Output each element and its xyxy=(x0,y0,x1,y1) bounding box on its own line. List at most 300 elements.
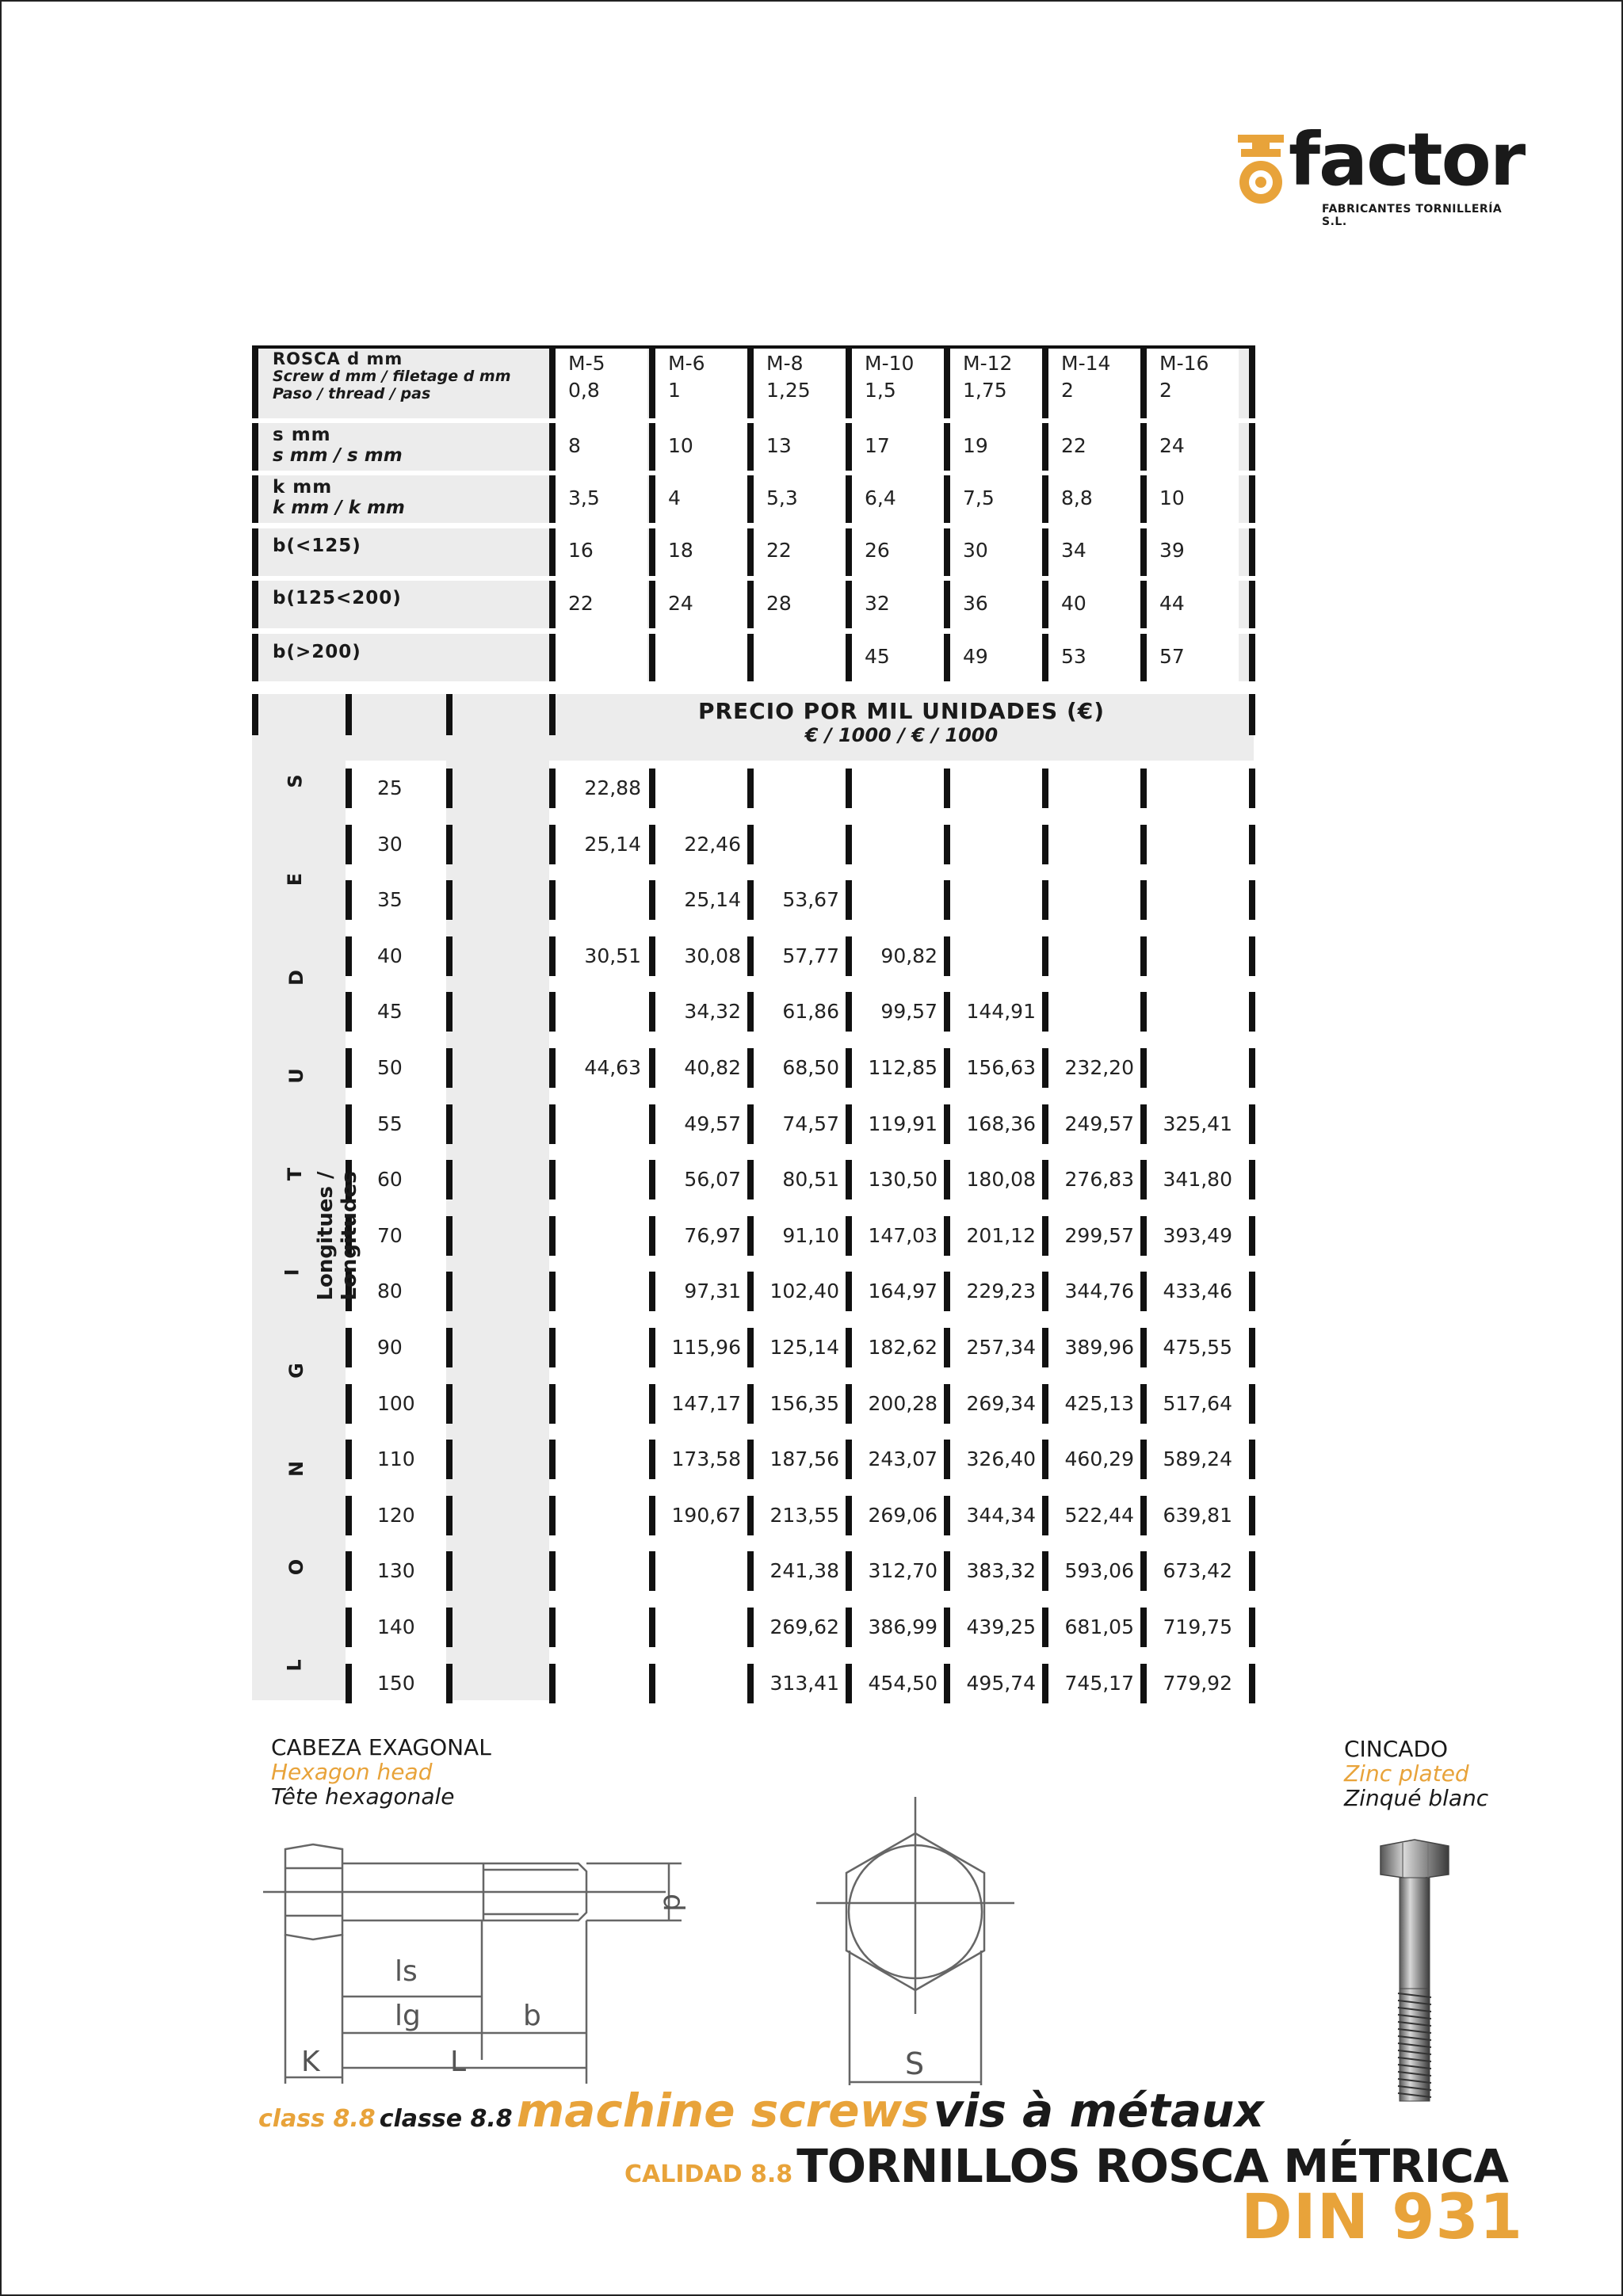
row-divider xyxy=(446,1048,453,1088)
cell-divider xyxy=(1140,423,1147,471)
row-divider xyxy=(446,1440,453,1479)
cell-divider xyxy=(1249,634,1255,681)
spec-cell xyxy=(655,634,747,681)
side-letter: N xyxy=(285,1460,308,1478)
price-value: 130,50 xyxy=(868,1168,938,1191)
cell-divider xyxy=(549,345,556,418)
row-divider xyxy=(747,1216,754,1256)
header-divider xyxy=(1249,694,1255,735)
price-value: 257,34 xyxy=(966,1336,1036,1359)
thread-size: M-10 xyxy=(865,352,915,375)
row-divider xyxy=(346,1664,352,1703)
price-cell xyxy=(556,1272,647,1311)
row-divider xyxy=(346,1496,352,1535)
label-line: s mm xyxy=(273,425,331,445)
length-value: 150 xyxy=(377,1672,415,1695)
price-value: 168,36 xyxy=(966,1112,1036,1135)
row-divider xyxy=(446,1551,453,1591)
row-divider xyxy=(346,936,352,976)
price-cell xyxy=(1048,880,1140,920)
thread-pitch: 1,75 xyxy=(963,379,1007,402)
side-letter: O xyxy=(285,1558,308,1576)
row-divider xyxy=(1249,1272,1255,1311)
price-cell xyxy=(655,1664,747,1703)
row-divider xyxy=(846,1496,852,1535)
price-value: 147,03 xyxy=(868,1224,938,1247)
row-divider xyxy=(1042,825,1048,864)
row-divider xyxy=(747,880,754,920)
cell-divider xyxy=(747,581,754,628)
price-cell xyxy=(1147,769,1239,808)
price-value: 164,97 xyxy=(868,1280,938,1302)
length-value: 90 xyxy=(377,1336,403,1359)
price-value: 745,17 xyxy=(1064,1672,1134,1695)
length-value: 110 xyxy=(377,1447,415,1470)
row-divider xyxy=(846,1272,852,1311)
row-divider xyxy=(944,1440,950,1479)
row-divider xyxy=(1140,936,1147,976)
price-value: 173,58 xyxy=(671,1447,741,1470)
side-letter: I xyxy=(281,1268,304,1276)
cell-divider xyxy=(846,423,852,471)
spec-value-b2: 32 xyxy=(865,592,890,615)
logo-bolt-icon xyxy=(1236,133,1285,212)
cell-divider xyxy=(944,581,950,628)
bolt-side-drawing xyxy=(254,1822,697,2092)
row-divider xyxy=(549,825,556,864)
spec-value-b1: 18 xyxy=(668,539,693,562)
spec-label-b3: b(>200) xyxy=(273,642,361,662)
spec-label-b1: b(<125) xyxy=(273,536,361,556)
row-divider xyxy=(1042,1664,1048,1703)
row-divider xyxy=(944,1384,950,1424)
row-divider xyxy=(549,769,556,808)
spec-value-s: 22 xyxy=(1061,434,1086,457)
price-cell xyxy=(1048,769,1140,808)
price-cell xyxy=(1147,936,1239,976)
row-divider xyxy=(1140,1160,1147,1199)
price-cell xyxy=(852,769,944,808)
row-divider xyxy=(846,1440,852,1479)
price-value: 68,50 xyxy=(782,1056,839,1079)
price-value: 433,46 xyxy=(1163,1280,1232,1302)
row-divider xyxy=(346,1440,352,1479)
row-divider xyxy=(846,880,852,920)
row-divider xyxy=(446,1608,453,1647)
spec-value-b3: 49 xyxy=(963,645,988,668)
row-divider xyxy=(649,1048,655,1088)
row-divider xyxy=(846,936,852,976)
side-letter: T xyxy=(284,1167,307,1181)
row-divider xyxy=(846,1160,852,1199)
thread-size: M-12 xyxy=(963,352,1013,375)
spec-cell xyxy=(754,634,846,681)
price-cell xyxy=(556,1551,647,1591)
spec-value-k: 6,4 xyxy=(865,486,896,509)
dim-label-k: K xyxy=(301,2046,320,2078)
side-letter: L xyxy=(283,1659,306,1672)
price-cell xyxy=(1048,825,1140,864)
spec-top-rule xyxy=(252,345,1254,349)
length-value: 130 xyxy=(377,1559,415,1582)
cell-divider xyxy=(649,475,655,523)
cell-divider xyxy=(747,475,754,523)
spec-value-s: 13 xyxy=(766,434,792,457)
cell-divider xyxy=(944,634,950,681)
row-divider xyxy=(1042,1608,1048,1647)
finish-caption-es: CINCADO xyxy=(1344,1736,1449,1762)
price-value: 144,91 xyxy=(966,1000,1036,1023)
title-en: machine screws xyxy=(516,2084,930,2138)
row-divider xyxy=(649,1496,655,1535)
row-divider xyxy=(944,1048,950,1088)
price-value: 156,63 xyxy=(966,1056,1036,1079)
cell-divider xyxy=(747,423,754,471)
cell-divider xyxy=(549,634,556,681)
head-caption-en: Hexagon head xyxy=(271,1759,433,1785)
length-value: 120 xyxy=(377,1504,415,1527)
row-divider xyxy=(944,992,950,1032)
label-line: ROSCA d mm xyxy=(273,349,403,368)
label-line: Paso / thread / pas xyxy=(273,385,431,402)
spec-value-b1: 34 xyxy=(1061,539,1086,562)
row-divider xyxy=(1042,1048,1048,1088)
price-value: 112,85 xyxy=(868,1056,938,1079)
price-value: 76,97 xyxy=(684,1224,741,1247)
row-divider xyxy=(846,1104,852,1144)
spec-value-s: 24 xyxy=(1159,434,1185,457)
spec-value-s: 17 xyxy=(865,434,890,457)
price-cell xyxy=(556,1328,647,1367)
row-divider xyxy=(1042,1272,1048,1311)
price-value: 91,10 xyxy=(782,1224,839,1247)
spec-value-b2: 40 xyxy=(1061,592,1086,615)
row-divider xyxy=(649,992,655,1032)
row-divider xyxy=(346,825,352,864)
row-divider xyxy=(549,1328,556,1367)
row-divider xyxy=(1249,1328,1255,1367)
spec-label-thread xyxy=(273,350,511,402)
price-value: 213,55 xyxy=(769,1504,839,1527)
row-divider xyxy=(1042,1496,1048,1535)
spec-value-b1: 16 xyxy=(568,539,594,562)
spec-label-b2: b(125<200) xyxy=(273,588,402,608)
row-divider xyxy=(747,1608,754,1647)
price-value: 156,35 xyxy=(769,1392,839,1415)
row-divider xyxy=(1249,1160,1255,1199)
header-divider xyxy=(252,694,258,735)
price-value: 495,74 xyxy=(966,1672,1036,1695)
price-cell xyxy=(556,1216,647,1256)
row-divider xyxy=(846,1328,852,1367)
row-divider xyxy=(1249,1440,1255,1479)
row-divider xyxy=(446,992,453,1032)
price-value: 460,29 xyxy=(1064,1447,1134,1470)
row-divider xyxy=(747,769,754,808)
spec-cell xyxy=(556,634,647,681)
price-value: 187,56 xyxy=(769,1447,839,1470)
row-divider xyxy=(944,1608,950,1647)
price-value: 22,46 xyxy=(684,833,741,856)
row-divider xyxy=(649,825,655,864)
row-divider xyxy=(1249,1384,1255,1424)
header-divider xyxy=(446,694,453,735)
price-cell xyxy=(1048,936,1140,976)
price-cell xyxy=(556,992,647,1032)
cell-divider xyxy=(649,634,655,681)
row-divider xyxy=(944,1496,950,1535)
row-divider xyxy=(1249,1104,1255,1144)
header-divider xyxy=(346,694,352,735)
row-divider xyxy=(846,1048,852,1088)
row-divider xyxy=(1042,880,1048,920)
cell-divider xyxy=(252,581,258,628)
thread-size: M-14 xyxy=(1061,352,1111,375)
row-divider xyxy=(346,1384,352,1424)
price-value: 97,31 xyxy=(684,1280,741,1302)
cell-divider xyxy=(1042,475,1048,523)
price-value: 74,57 xyxy=(782,1112,839,1135)
price-value: 269,62 xyxy=(769,1615,839,1638)
row-divider xyxy=(549,1048,556,1088)
row-divider xyxy=(346,1048,352,1088)
row-divider xyxy=(1140,1608,1147,1647)
cell-divider xyxy=(252,634,258,681)
cell-divider xyxy=(944,475,950,523)
price-value: 249,57 xyxy=(1064,1112,1134,1135)
side-letter: D xyxy=(285,970,307,986)
row-divider xyxy=(649,1160,655,1199)
extra-col-bg xyxy=(446,761,549,1700)
thread-pitch: 1,25 xyxy=(766,379,811,402)
logo-subtitle: FABRICANTES TORNILLERÍA S.L. xyxy=(1322,203,1503,228)
row-divider xyxy=(944,1551,950,1591)
row-divider xyxy=(1140,1496,1147,1535)
length-value: 60 xyxy=(377,1168,403,1191)
row-divider xyxy=(1249,936,1255,976)
row-divider xyxy=(549,1216,556,1256)
price-value: 393,49 xyxy=(1163,1224,1232,1247)
cell-divider xyxy=(1140,581,1147,628)
thread-pitch: 2 xyxy=(1159,379,1172,402)
row-divider xyxy=(1140,1328,1147,1367)
row-divider xyxy=(549,1160,556,1199)
finish-caption xyxy=(1344,1737,1488,1810)
dim-label-d: d xyxy=(657,1894,689,1912)
cell-divider xyxy=(549,423,556,471)
row-divider xyxy=(1249,1216,1255,1256)
cell-divider xyxy=(549,475,556,523)
row-divider xyxy=(1140,1384,1147,1424)
row-divider xyxy=(846,825,852,864)
price-value: 439,25 xyxy=(966,1615,1036,1638)
price-cell xyxy=(852,825,944,864)
price-cell xyxy=(556,1160,647,1199)
cell-divider xyxy=(252,423,258,471)
cell-divider xyxy=(1140,475,1147,523)
price-value: 90,82 xyxy=(880,944,938,967)
row-divider xyxy=(1140,1272,1147,1311)
row-divider xyxy=(649,1440,655,1479)
row-divider xyxy=(1249,1551,1255,1591)
length-value: 70 xyxy=(377,1224,403,1247)
row-divider xyxy=(649,1104,655,1144)
cell-divider xyxy=(649,528,655,576)
row-divider xyxy=(446,1664,453,1703)
row-divider xyxy=(549,1384,556,1424)
side-letter: S xyxy=(284,774,307,788)
row-divider xyxy=(1042,936,1048,976)
row-divider xyxy=(649,880,655,920)
row-divider xyxy=(944,1664,950,1703)
row-divider xyxy=(549,1496,556,1535)
row-divider xyxy=(446,825,453,864)
price-value: 200,28 xyxy=(868,1392,938,1415)
length-value: 50 xyxy=(377,1056,403,1079)
row-divider xyxy=(944,936,950,976)
price-value: 593,06 xyxy=(1064,1559,1134,1582)
price-value: 190,67 xyxy=(671,1504,741,1527)
price-value: 344,34 xyxy=(966,1504,1036,1527)
price-value: 40,82 xyxy=(684,1056,741,1079)
row-divider xyxy=(1140,1551,1147,1591)
class-en: class 8.8 xyxy=(258,2105,376,2133)
cell-divider xyxy=(549,581,556,628)
row-divider xyxy=(1249,1664,1255,1703)
cell-divider xyxy=(1249,581,1255,628)
row-divider xyxy=(549,992,556,1032)
length-value: 30 xyxy=(377,833,403,856)
price-value: 49,57 xyxy=(684,1112,741,1135)
row-divider xyxy=(649,1608,655,1647)
row-divider xyxy=(944,1216,950,1256)
cell-divider xyxy=(846,634,852,681)
cell-divider xyxy=(747,634,754,681)
price-cell xyxy=(556,1104,647,1144)
row-divider xyxy=(649,936,655,976)
row-divider xyxy=(1042,992,1048,1032)
row-divider xyxy=(846,769,852,808)
cell-divider xyxy=(1249,528,1255,576)
price-value: 99,57 xyxy=(880,1000,938,1023)
length-value: 100 xyxy=(377,1392,415,1415)
spec-value-s: 8 xyxy=(568,434,581,457)
row-divider xyxy=(1140,1440,1147,1479)
price-value: 119,91 xyxy=(868,1112,938,1135)
cell-divider xyxy=(747,528,754,576)
row-divider xyxy=(1042,1160,1048,1199)
spec-value-b2: 36 xyxy=(963,592,988,615)
price-cell xyxy=(754,825,846,864)
row-divider xyxy=(549,1608,556,1647)
row-divider xyxy=(1140,1104,1147,1144)
row-divider xyxy=(649,1272,655,1311)
side-letter: G xyxy=(285,1363,307,1379)
price-value: 30,51 xyxy=(584,944,641,967)
row-divider xyxy=(944,825,950,864)
price-value: 229,23 xyxy=(966,1280,1036,1302)
row-divider xyxy=(649,1328,655,1367)
price-value: 61,86 xyxy=(782,1000,839,1023)
thread-pitch: 2 xyxy=(1061,379,1074,402)
row-divider xyxy=(549,936,556,976)
price-value: 102,40 xyxy=(769,1280,839,1302)
row-divider xyxy=(649,1384,655,1424)
side-letter: U xyxy=(285,1068,307,1084)
spec-value-b1: 30 xyxy=(963,539,988,562)
row-divider xyxy=(1140,1216,1147,1256)
side-letter: E xyxy=(284,872,307,887)
row-divider xyxy=(747,1104,754,1144)
row-divider xyxy=(944,1104,950,1144)
row-divider xyxy=(1042,1440,1048,1479)
row-divider xyxy=(1249,1496,1255,1535)
dim-label-ls: ls xyxy=(395,1955,418,1988)
price-cell xyxy=(655,1608,747,1647)
price-value: 589,24 xyxy=(1163,1447,1232,1470)
price-cell xyxy=(556,1384,647,1424)
head-caption-es: CABEZA EXAGONAL xyxy=(271,1734,491,1760)
row-divider xyxy=(346,992,352,1032)
cell-divider xyxy=(1042,345,1048,418)
length-value: 55 xyxy=(377,1112,403,1135)
price-cell xyxy=(1147,1048,1239,1088)
price-value: 276,83 xyxy=(1064,1168,1134,1191)
row-divider xyxy=(1042,769,1048,808)
price-value: 389,96 xyxy=(1064,1336,1134,1359)
finish-caption-fr: Zinqué blanc xyxy=(1344,1785,1489,1811)
head-caption-fr: Tête hexagonale xyxy=(271,1783,455,1810)
cell-divider xyxy=(1140,528,1147,576)
price-value: 522,44 xyxy=(1064,1504,1134,1527)
row-divider xyxy=(1042,1551,1048,1591)
side-label-rotated: Longitues / Longitudes xyxy=(314,1171,361,1301)
price-cell xyxy=(556,880,647,920)
row-divider xyxy=(549,880,556,920)
price-value: 383,32 xyxy=(966,1559,1036,1582)
row-divider xyxy=(649,1551,655,1591)
row-divider xyxy=(1249,880,1255,920)
length-value: 45 xyxy=(377,1000,403,1023)
thread-size: M-8 xyxy=(766,352,804,375)
price-cell xyxy=(556,1664,647,1703)
row-divider xyxy=(346,1551,352,1591)
row-divider xyxy=(944,1328,950,1367)
cell-divider xyxy=(1140,634,1147,681)
length-value: 40 xyxy=(377,944,403,967)
spec-table xyxy=(252,345,1254,686)
price-value: 269,06 xyxy=(868,1504,938,1527)
price-cell xyxy=(950,825,1042,864)
row-divider xyxy=(944,1160,950,1199)
spec-value-b1: 26 xyxy=(865,539,890,562)
label-line: s mm / s mm xyxy=(273,445,403,466)
cell-divider xyxy=(649,581,655,628)
price-value: 80,51 xyxy=(782,1168,839,1191)
row-divider xyxy=(446,769,453,808)
logo-wordmark: factor xyxy=(1289,117,1525,202)
price-value: 57,77 xyxy=(782,944,839,967)
row-divider xyxy=(846,1551,852,1591)
price-value: 25,14 xyxy=(584,833,641,856)
cell-divider xyxy=(1249,475,1255,523)
row-divider xyxy=(747,1328,754,1367)
row-divider xyxy=(446,1384,453,1424)
price-value: 475,55 xyxy=(1163,1336,1232,1359)
price-value: 22,88 xyxy=(584,776,641,799)
row-divider xyxy=(747,825,754,864)
title-es: TORNILLOS ROSCA MÉTRICA xyxy=(796,2139,1508,2193)
